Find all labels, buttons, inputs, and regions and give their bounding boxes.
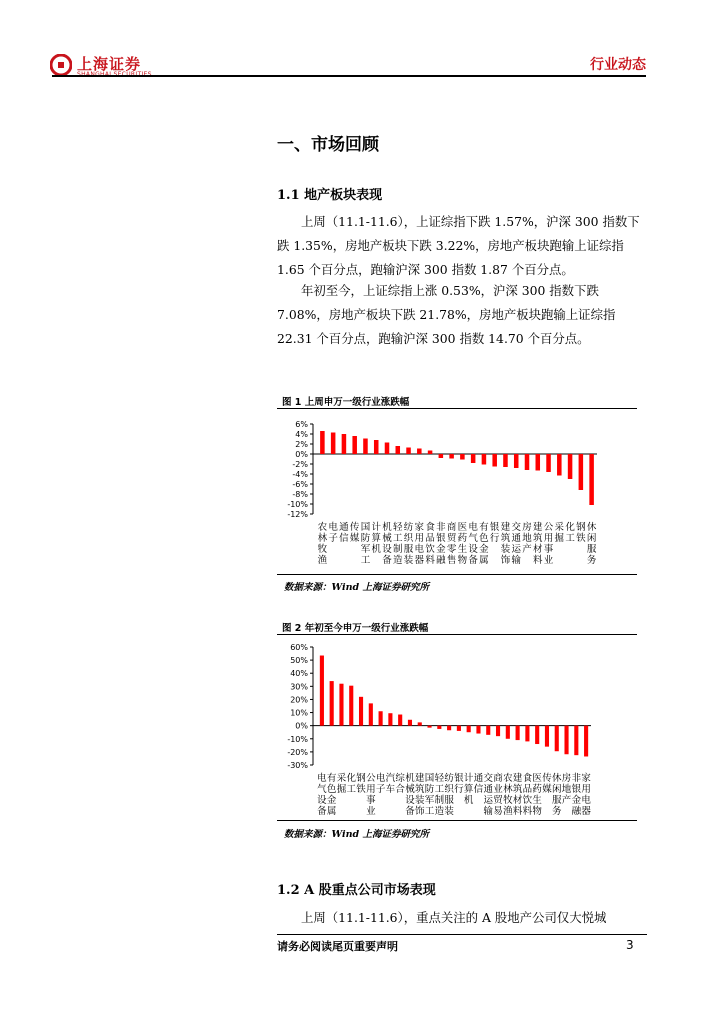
y-tick-label: 10%	[290, 708, 308, 718]
bar-有色金属	[482, 454, 487, 465]
bar-国防军工	[427, 726, 431, 728]
bar-房地产	[525, 454, 530, 470]
category-label: 非银金融	[436, 522, 446, 566]
category-label: 化工	[346, 773, 357, 795]
bar-商贸零售	[449, 454, 454, 459]
subsection-title-2: 1.2 A 股重点公司市场表现	[277, 883, 436, 898]
y-tick-label: -2%	[292, 460, 308, 469]
category-label: 医药生物	[532, 773, 542, 817]
category-label: 食品饮料	[522, 773, 533, 817]
category-label: 商贸零售	[446, 522, 457, 566]
y-tick-label: -4%	[292, 470, 308, 479]
chart-ytd-industry	[277, 636, 637, 821]
category-label: 采掘	[336, 773, 347, 795]
figure-1-source: 数据来源：Wind 上海证券研究所	[284, 582, 429, 593]
y-tick-label: -20%	[287, 747, 308, 757]
category-label: 建筑装饰	[500, 522, 511, 566]
category-label: 公用事业	[543, 522, 554, 566]
bar-通信	[342, 434, 347, 454]
bar-综合	[398, 715, 402, 726]
category-label: 商业贸易	[493, 773, 503, 817]
y-tick-label: 60%	[290, 643, 308, 652]
bar-医药生物	[535, 726, 539, 744]
bar-采掘	[339, 684, 343, 726]
category-label: 电气设备	[317, 773, 327, 817]
bar-轻工制造	[437, 726, 441, 729]
figure-2-top-rule	[277, 634, 637, 635]
figure-2-bottom-rule	[277, 820, 637, 821]
bar-传媒	[352, 436, 357, 454]
bar-食品饮料	[525, 726, 529, 742]
y-tick-label: -10%	[287, 734, 308, 744]
category-label: 电气设备	[468, 522, 478, 566]
footer-divider	[277, 934, 647, 935]
category-label: 交通运输	[511, 522, 521, 566]
category-label: 银行	[454, 773, 464, 795]
bar-计算机	[467, 726, 471, 733]
section-title: 一、市场回顾	[277, 135, 379, 155]
y-tick-label: 50%	[290, 656, 308, 666]
y-tick-label: 0%	[295, 450, 308, 459]
bar-农林牧渔	[320, 431, 325, 454]
bar-农林牧渔	[506, 726, 510, 739]
bar-机械设备	[408, 720, 412, 726]
bar-公用事业	[369, 703, 373, 725]
category-label: 建筑材料	[512, 773, 523, 817]
bar-机械设备	[385, 443, 390, 455]
category-label: 轻工制造	[393, 522, 403, 566]
bar-银行	[457, 726, 461, 731]
y-tick-label: -10%	[287, 500, 308, 509]
category-label: 农林牧渔	[317, 522, 328, 566]
subsection-title-1: 1.1 地产板块表现	[277, 188, 383, 203]
category-label: 汽车	[385, 773, 396, 795]
y-tick-label: 2%	[295, 440, 308, 449]
bar-传媒	[545, 726, 549, 747]
bar-电子	[379, 711, 383, 725]
bar-非银金融	[439, 454, 444, 458]
bar-交通运输	[486, 726, 490, 735]
y-tick-label: -6%	[292, 480, 308, 489]
figure-2-source: 数据来源：Wind 上海证券研究所	[284, 829, 429, 840]
bar-采掘	[557, 454, 562, 476]
category-label: 房地产	[561, 773, 572, 806]
category-label: 纺织服装	[403, 522, 414, 566]
bar-钢铁	[579, 454, 584, 490]
category-label: 通信	[339, 522, 349, 544]
header-divider	[52, 75, 646, 77]
category-label: 银行	[489, 522, 500, 544]
y-tick-label: 40%	[290, 669, 308, 679]
category-label: 休闲服务	[586, 522, 597, 566]
y-tick-label: 6%	[295, 420, 308, 429]
category-label: 公用事业	[366, 773, 376, 817]
category-label: 计算机	[371, 522, 381, 555]
bar-计算机	[374, 440, 379, 454]
category-label: 通信	[473, 773, 484, 795]
logo-text-cn: 上海证券	[77, 55, 142, 73]
bar-化工	[568, 454, 573, 479]
figure-2-title: 图 2 年初至今申万一级行业涨跌幅	[282, 623, 429, 634]
bar-汽车	[388, 713, 392, 725]
chart-weekly-industry	[277, 410, 637, 575]
y-tick-label: 20%	[290, 695, 308, 705]
category-label: 家用电器	[581, 773, 591, 817]
figure-1-title: 图 1 上周申万一级行业涨跌幅	[282, 397, 410, 408]
category-label: 电子	[328, 522, 338, 544]
category-label: 建筑装饰	[414, 773, 425, 817]
logo-emblem-icon	[50, 54, 72, 76]
bar-建筑装饰	[503, 454, 508, 467]
figure-1-bottom-rule	[277, 574, 637, 575]
bar-房地产	[564, 726, 568, 755]
bar-家用电器	[417, 449, 422, 455]
y-tick-label: -30%	[287, 761, 308, 770]
category-label: 化工	[565, 522, 575, 544]
paragraph-key-companies: 上周（11.1-11.6），重点关注的 A 股地产公司仅大悦城	[301, 910, 607, 925]
category-label: 钢铁	[576, 522, 586, 544]
figure-1-top-rule	[277, 408, 637, 409]
category-label: 传媒	[542, 773, 552, 795]
bar-公用事业	[546, 454, 551, 472]
category-label: 有色金属	[479, 522, 489, 566]
footer-disclaimer: 请务必阅读尾页重要声明	[277, 940, 398, 953]
page-number: 3	[626, 938, 634, 952]
bar-休闲服务	[589, 454, 594, 505]
paragraph-weekly: 上周（11.1-11.6），上证综指下跌 1.57%，沪深 300 指数下跌 1.35%，房地产板块下跌 3.22%，房地产板块跑输上证综指 1.65 个百分点，跑输沪深 300 指数 1.87 个百分点。	[277, 214, 640, 277]
bar-非银金融	[574, 726, 578, 756]
category-label: 非银金融	[571, 773, 582, 817]
y-tick-label: -8%	[292, 490, 308, 499]
bar-电气设备	[320, 656, 324, 726]
bar-建筑装饰	[418, 722, 422, 725]
category-label: 交通运输	[483, 773, 494, 817]
category-label: 电子	[375, 773, 386, 795]
bar-有色金属	[330, 681, 334, 726]
category-label: 轻工制造	[434, 773, 445, 817]
y-tick-label: 4%	[295, 430, 308, 439]
bar-银行	[492, 454, 497, 467]
category-label: 医药生物	[457, 522, 468, 566]
bar-建筑材料	[536, 454, 541, 471]
bar-纺织服装	[447, 726, 451, 731]
category-label: 计算机	[463, 773, 474, 806]
bar-通信	[476, 726, 480, 734]
y-tick-label: 0%	[295, 721, 308, 731]
bar-家用电器	[584, 726, 588, 757]
category-label: 机械设备	[405, 773, 415, 817]
bar-商业贸易	[496, 726, 500, 736]
bar-钢铁	[359, 697, 363, 726]
bar-轻工制造	[396, 446, 401, 454]
bar-纺织服装	[406, 448, 411, 455]
category-label: 采掘	[554, 522, 565, 544]
bar-化工	[349, 686, 353, 726]
category-label: 建筑材料	[533, 522, 543, 566]
category-label: 农林牧渔	[503, 773, 513, 817]
category-label: 休闲服务	[551, 773, 562, 817]
bar-国防军工	[363, 439, 368, 455]
category-label: 综合	[395, 773, 405, 795]
category-label: 机械设备	[382, 522, 392, 566]
bar-建筑材料	[516, 726, 520, 740]
category-label: 国防军工	[360, 522, 371, 566]
bar-休闲服务	[555, 726, 559, 752]
category-label: 国防军工	[424, 773, 435, 817]
paragraph-ytd: 年初至今，上证综指上涨 0.53%，沪深 300 指数下跌 7.08%，房地产板块下跌 21.78%，房地产板块跑输上证综指 22.31 个百分点，跑输沪深 300 指数 14.70 个百分点。	[277, 283, 616, 346]
y-tick-label: -12%	[287, 510, 308, 519]
category-label: 家用电器	[414, 522, 425, 566]
bar-电气设备	[471, 454, 476, 463]
bar-医药生物	[460, 454, 465, 460]
bar-电子	[331, 433, 336, 455]
report-category: 行业动态	[590, 57, 646, 73]
bar-食品饮料	[428, 451, 433, 455]
category-label: 房地产	[522, 522, 532, 555]
category-label: 有色金属	[326, 773, 337, 817]
bar-交通运输	[514, 454, 519, 468]
category-label: 纺织服装	[444, 773, 454, 817]
category-label: 传媒	[349, 522, 360, 544]
category-label: 食品饮料	[425, 522, 435, 566]
y-tick-label: 30%	[290, 682, 308, 692]
category-label: 钢铁	[356, 773, 366, 795]
